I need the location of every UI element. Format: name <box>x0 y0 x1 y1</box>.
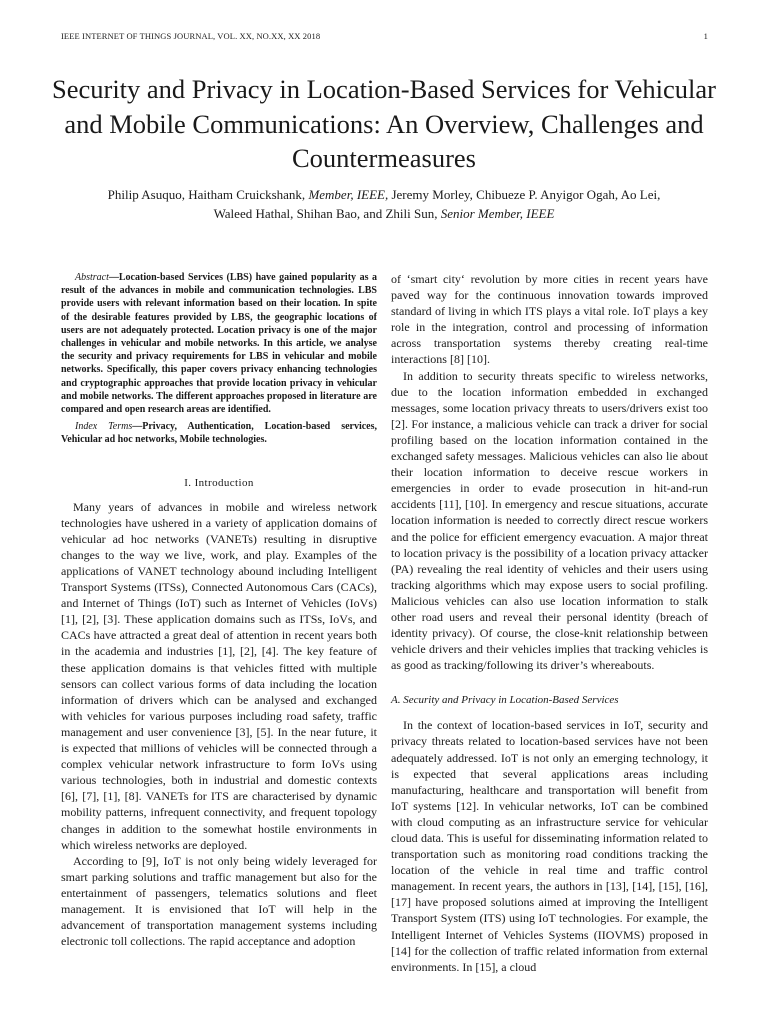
page-number: 1 <box>703 31 708 41</box>
authors-line1-c: Jeremy Morley, Chibueze P. Anyigor Ogah, Ao Lei, <box>388 187 661 202</box>
abstract-label: Abstract <box>75 272 109 283</box>
index-terms-label: Index Terms <box>75 421 133 433</box>
subsection-a-body <box>391 717 708 975</box>
authors-line2-membership: Senior Member, IEEE <box>440 205 555 221</box>
left-column <box>61 271 377 949</box>
paragraph: of ‘smart city‘ revolution by more cities in recent years have paved way for the continuous innovation towards improved standard of living in which ITS plays a vital role. IoT plays a key role in the integration, control and processing of information across transportation systems thereby creating real-time interactions [8] [10]. <box>391 272 708 367</box>
authors-line1-a: Philip Asuquo, Haitham Cruickshank, <box>107 187 309 202</box>
introduction-body-continued <box>391 271 708 673</box>
journal-header: IEEE INTERNET OF THINGS JOURNAL, VOL. XX, NO.XX, XX 2018 <box>61 31 321 41</box>
paragraph: Many years of advances in mobile and wireless network technologies have ushered in a variety of application domains of vehicular ad hoc networks (VANETs) resulting in disruptive changes to the way we live, work, and play. Examples of the applications of VANET technology abound including Intelligent Transport Systems (ITSs), Connected Autonomous Cars (CACs), and Internet of Things (IoT) such as Internet of Vehicles (IoVs) [1], [2], [3]. These application domains such as ITSs, IoVs, and CACs have attracted a great deal of attention in recent years both in the academia and industries [1], [2], [4]. The key feature of these application domains is that vehicles fitted with multiple sensors can collect various forms of data including the location information of drivers which can be analysed and exchanged with vehicles for various purposes including road safety, traffic management and user convenience [3], [5]. In the near future, it is expected that millions of vehicles will be connected through a complex vehicular network infrastructure to form IoVs using various technologies, both in industrial and domestic contexts [6], [7], [1], [8]. VANETs for ITS are characterised by dynamic mobility patterns, infrequent connectivity, and frequent topology changes in addition to the somewhat hostile environments in which wireless networks are deployed. <box>61 499 377 852</box>
paragraph: According to [9], IoT is not only being widely leveraged for smart parking solutions and traffic management but also for the entertainment of passengers, telematics solutions and fleet management. It is envisioned that IoT will help in the advancement of transportation management systems including electronic toll collections. The rapid acceptance and adoption <box>61 853 377 949</box>
abstract <box>61 271 377 447</box>
authors-line2-a: Waleed Hathal, Shihan Bao, and Zhili Sun, <box>213 205 441 221</box>
subsection-heading-a: A. Security and Privacy in Location-Based Services <box>391 694 619 707</box>
right-column <box>391 271 708 975</box>
paragraph: In addition to security threats specific to wireless networks, due to the location information embedded in exchanged messages, some location privacy threats to users/drivers exist too [2]. For instance, a malicious vehicle can track a driver for social profiling based on the location information contained in the exchanged safety messages. Malicious vehicles can also lie about their location information to deceive rescue workers in emergencies in order to evade prosecution in hit-and-run accidents [11], [10]. In emergency and rescue situations, accurate location information is needed to correctly direct rescue workers and the police for efficient emergency evacuation. A major threat to location privacy is the possibility of a location privacy attacker (PA) revealing the real identity of vehicles and their users using tracking algorithms which may expose users to social profiling. Malicious vehicles can also use location information to stalk other road users and reveal their personal identity (breach of identity privacy). Of course, the close-knit relationship between vehicle drivers and their vehicles implies that tracking vehicles is as good as tracking/following its driver’s whereabouts. <box>391 368 708 673</box>
authors-line1-membership: Member, IEEE, <box>308 187 389 202</box>
introduction-body <box>61 499 377 950</box>
paragraph: In the context of location-based services in IoT, security and privacy threats related to location-based services have not been adequately addressed. IoT is not only an emerging technology, it is expected that several applications areas including manufacturing, healthcare and transportation will benefit from IoT systems [12]. In vehicular networks, IoT can be combined with cloud computing as an infrastructure service for vehicular cloud data. This is useful for disseminating information related to transportation such as monitoring road conditions tracking the location of the vehicle in real time and traffic control management. In recent years, the authors in [13], [14], [15], [16], [17] have proposed solutions aimed at improving the Intelligent Transport System (ITS) using IoT technologies. For example, the Intelligent Internet of Vehicles Systems (IIOVMS) proposed in [14] for the collection of traffic related information from external environments. In [15], a cloud <box>391 718 708 974</box>
index-terms-text: —Privacy, Authentication, Location-based services, Vehicular ad hoc networks, Mobile technologies. <box>61 421 378 446</box>
section-heading-introduction: I. Introduction <box>184 476 254 489</box>
abstract-text: —Location-based Services (LBS) have gained popularity as a result of the advances in mobile and communication technologies. LBS provide users with relevant information based on their location. In spite of the desirable features provided by LBS, the geographic locations of users are not adequately protected. Location privacy is one of the major challenges in vehicular and mobile networks. In this article, we analyse the security and privacy requirements for LBS in vehicular and mobile networks. Specifically, this paper covers privacy enhancing technologies and cryptographic approaches that provide location privacy in vehicular and mobile networks. The different approaches proposed in literature are compared and open research areas are identified. <box>61 272 377 416</box>
running-header <box>61 31 708 41</box>
author-list <box>60 186 708 223</box>
paper-title: Security and Privacy in Location-Based Services for Vehicular and Mobile Communications: An Overview, Challenges and Countermeasures <box>51 74 716 173</box>
